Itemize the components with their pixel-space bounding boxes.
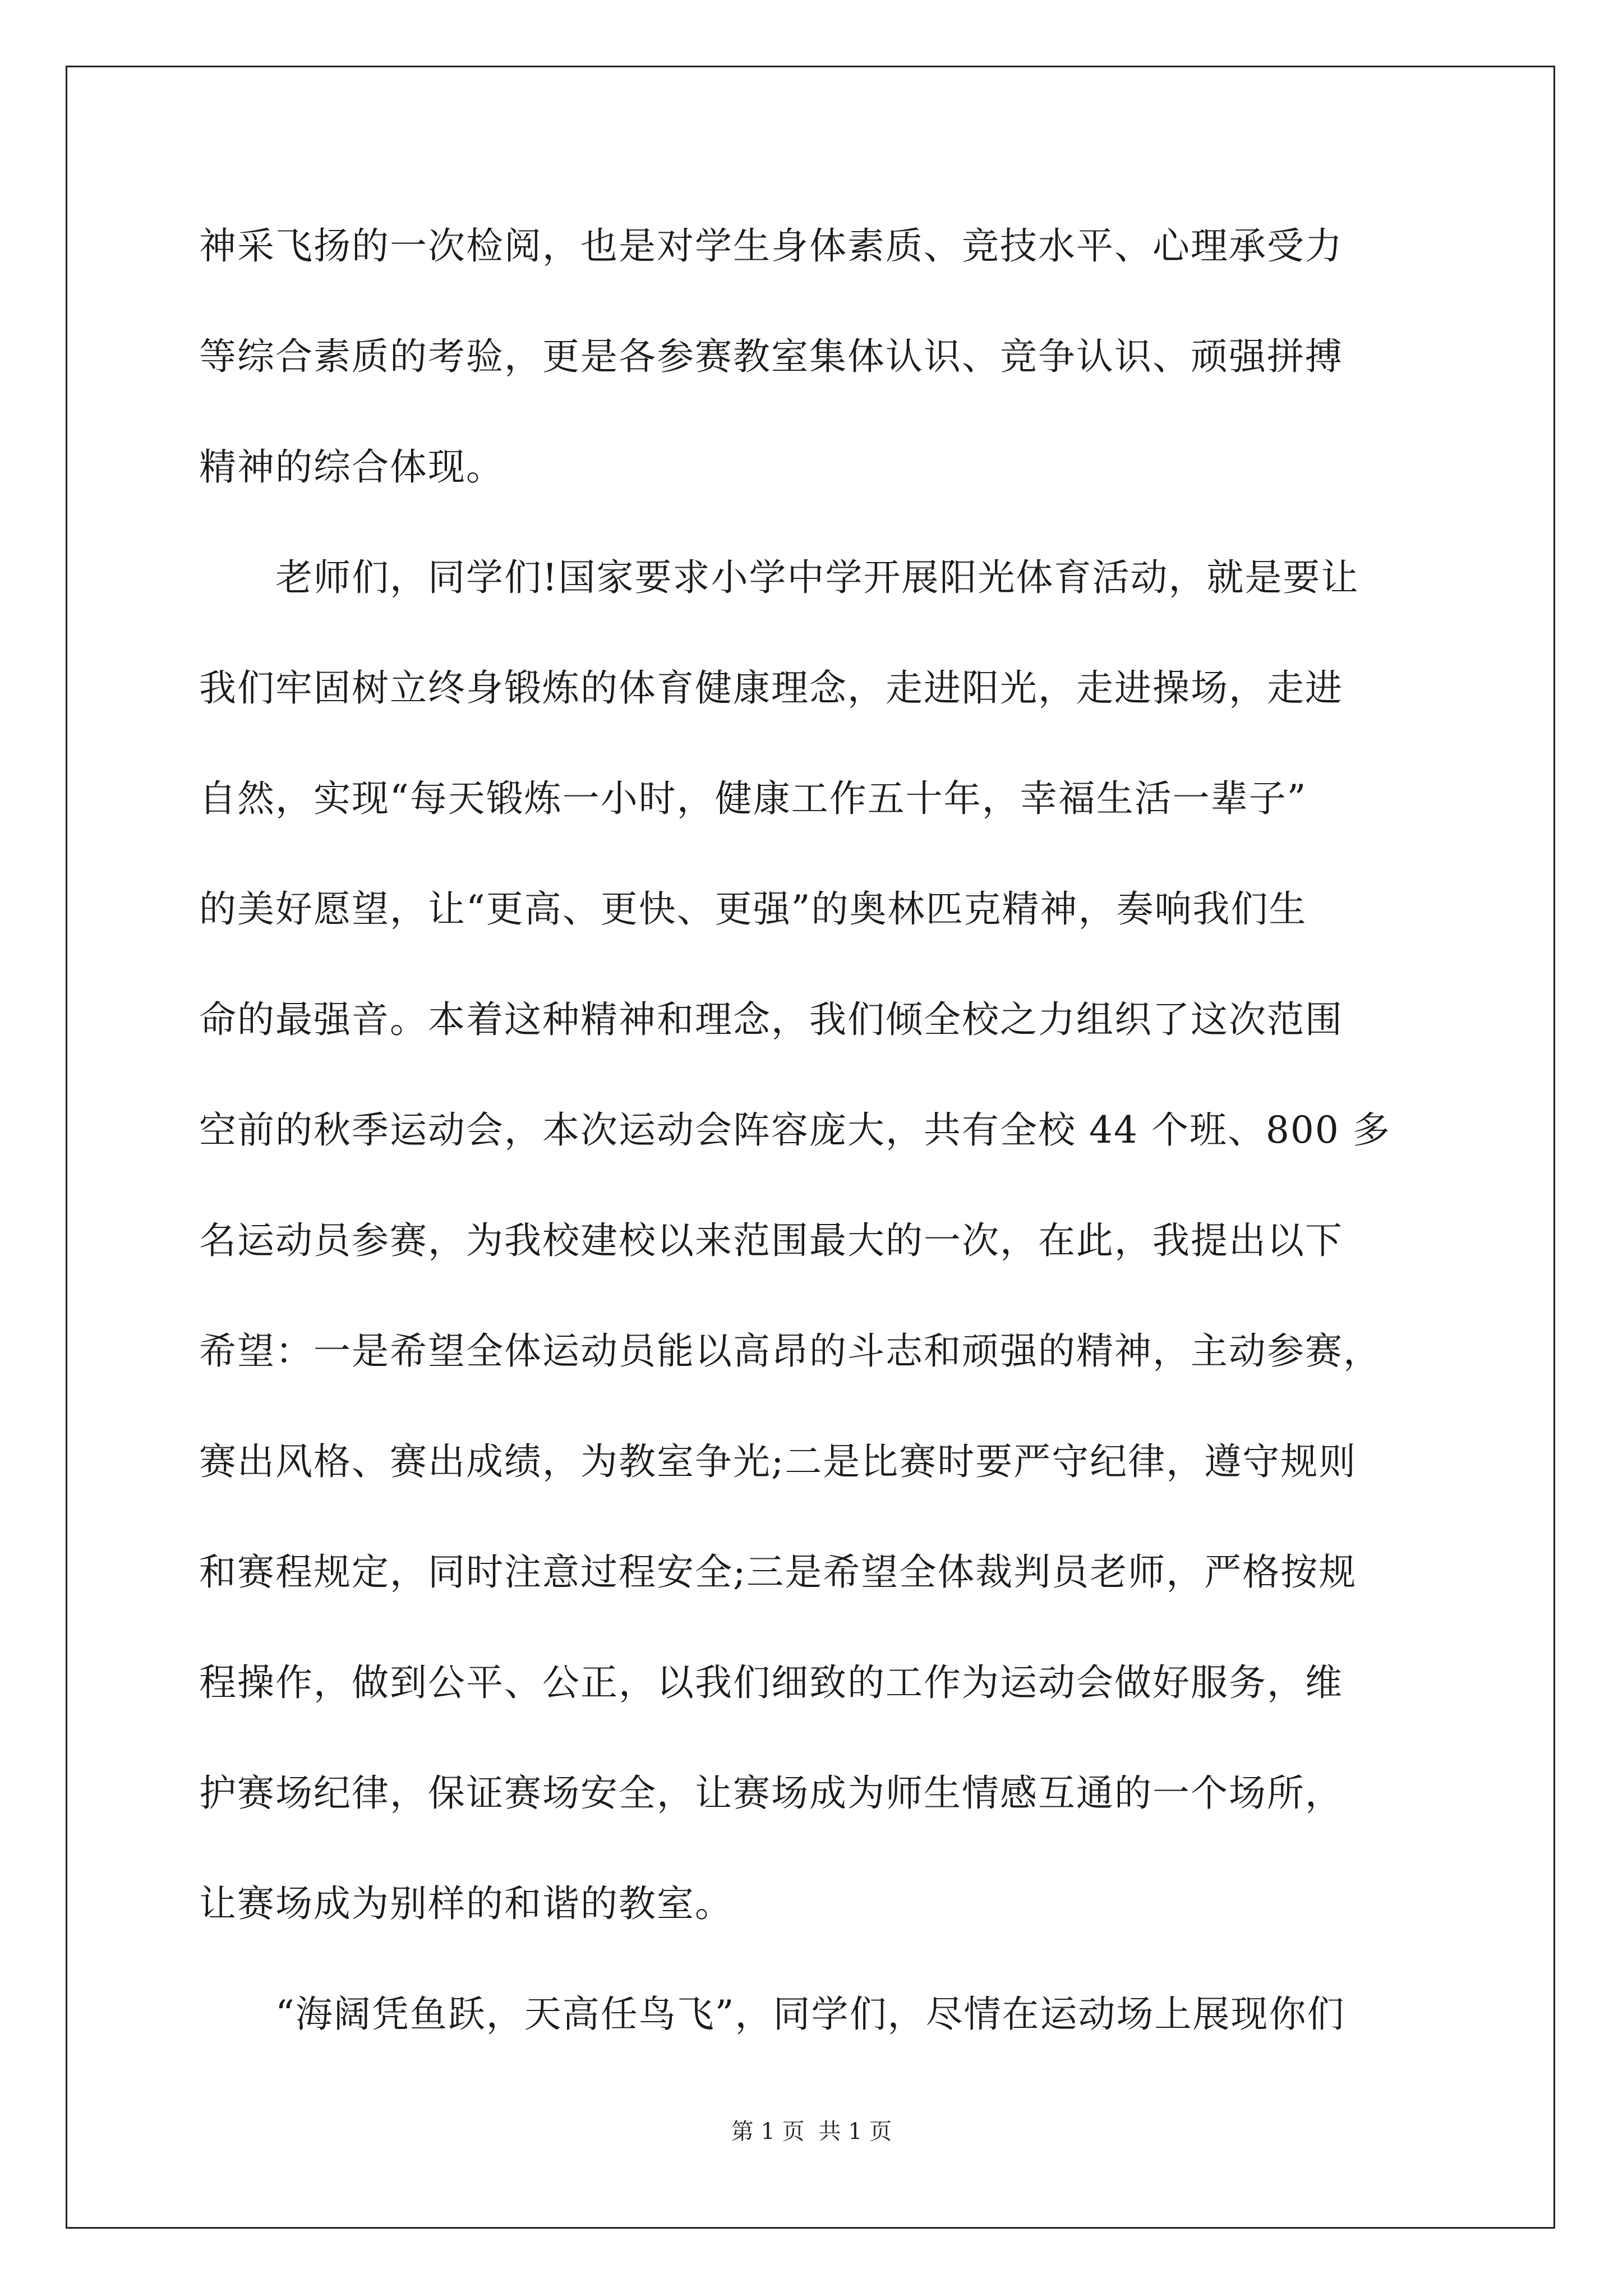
text-line: 命的最强音。本着这种精神和理念，我们倾全校之力组织了这次范围 [199, 998, 1343, 1041]
text-line: 空前的秋季运动会，本次运动会阵容庞大，共有全校 44 个班、800 多 [199, 1108, 1391, 1152]
text-line: 赛出风格、赛出成绩，为教室争光;二是比赛时要严守纪律，遵守规则 [199, 1440, 1357, 1483]
page-total: 共 1 页 [818, 2119, 892, 2145]
text-line: 让赛场成为别样的和谐的教室。 [199, 1882, 733, 1925]
text-line: 老师们，同学们!国家要求小学中学开展阳光体育活动，就是要让 [199, 556, 1359, 599]
text-line: 等综合素质的考验，更是各参赛教室集体认识、竞争认识、顽强拼搏 [199, 335, 1343, 378]
text-line: 名运动员参赛，为我校建校以来范围最大的一次，在此，我提出以下 [199, 1219, 1343, 1262]
text-line: 希望：一是希望全体运动员能以高昂的斗志和顽强的精神，主动参赛， [199, 1329, 1381, 1373]
page-footer [0, 2115, 1623, 2148]
document-body [199, 191, 1433, 2069]
text-line: “海阔凭鱼跃，天高任鸟飞”，同学们，尽情在运动场上展现你们 [199, 1993, 1345, 2036]
text-line: 神采飞扬的一次检阅，也是对学生身体素质、竞技水平、心理承受力 [199, 224, 1343, 268]
text-line: 程操作，做到公平、公正，以我们细致的工作为运动会做好服务，维 [199, 1661, 1343, 1704]
text-line: 护赛场纪律，保证赛场安全，让赛场成为师生情感互通的一个场所， [199, 1772, 1343, 1815]
text-line: 精神的综合体现。 [199, 445, 504, 489]
page-number: 第 1 页 [731, 2119, 805, 2145]
text-line: 的美好愿望，让“更高、更快、更强”的奥林匹克精神，奏响我们生 [199, 887, 1307, 931]
text-line: 和赛程规定，同时注意过程安全;三是希望全体裁判员老师，严格按规 [199, 1550, 1357, 1594]
text-line: 我们牢固树立终身锻炼的体育健康理念，走进阳光，走进操场，走进 [199, 666, 1343, 710]
text-line: 自然，实现“每天锻炼一小时，健康工作五十年，幸福生活一辈子” [199, 777, 1307, 820]
